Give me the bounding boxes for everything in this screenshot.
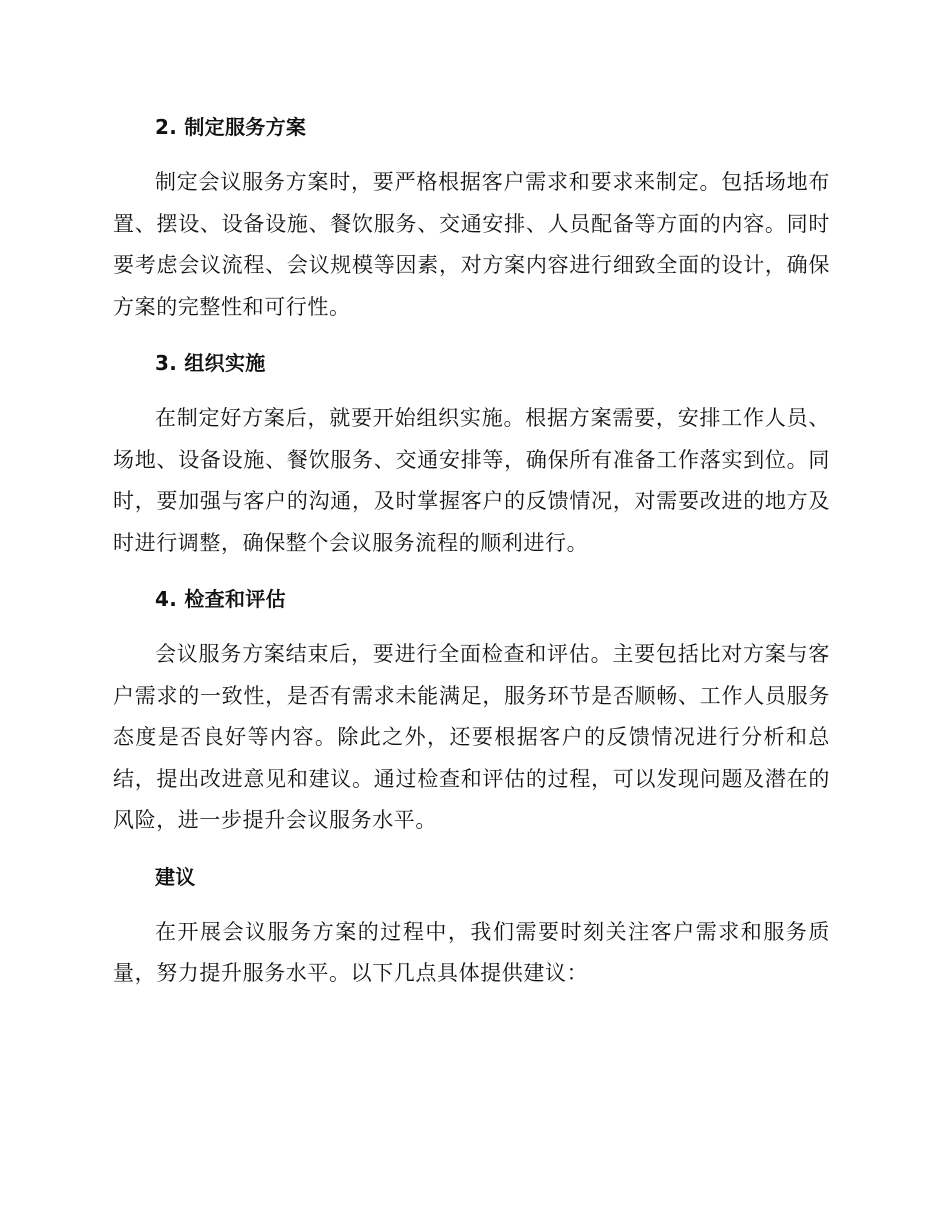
section-body-implementation: 在制定好方案后，就要开始组织实施。根据方案需要，安排工作人员、场地、设备设施、餐饮服务、交通安排等，确保所有准备工作落实到位。同时，要加强与客户的沟通，及时掌握客户的反馈情况，对需要改进的地方及时进行调整，确保整个会议服务流程的顺利进行。: [113, 406, 830, 555]
section-body-suggestions: 在开展会议服务方案的过程中，我们需要时刻关注客户需求和服务质量，努力提升服务水平。以下几点具体提供建议：: [113, 919, 830, 985]
section-body-plan: 制定会议服务方案时，要严格根据客户需求和要求来制定。包括场地布置、摆设、设备设施、餐饮服务、交通安排、人员配备等方面的内容。同时要考虑会议流程、会议规模等因素，对方案内容进行细致全面的设计，确保方案的完整性和可行性。: [113, 170, 830, 319]
section-body-evaluation: 会议服务方案结束后，要进行全面检查和评估。主要包括比对方案与客户需求的一致性，是否有需求未能满足，服务环节是否顺畅、工作人员服务态度是否良好等内容。除此之外，还要根据客户的反馈情况进行分析和总结，提出改进意见和建议。通过检查和评估的过程，可以发现问题及潜在的风险，进一步提升会议服务水平。: [113, 642, 830, 832]
document-content: [113, 108, 830, 995]
section-heading-suggestions: 建议: [155, 864, 196, 889]
section-heading-evaluation: 4. 检查和评估: [155, 587, 286, 611]
section-heading-plan: 2. 制定服务方案: [155, 115, 307, 139]
section-heading-implementation: 3. 组织实施: [155, 351, 266, 375]
